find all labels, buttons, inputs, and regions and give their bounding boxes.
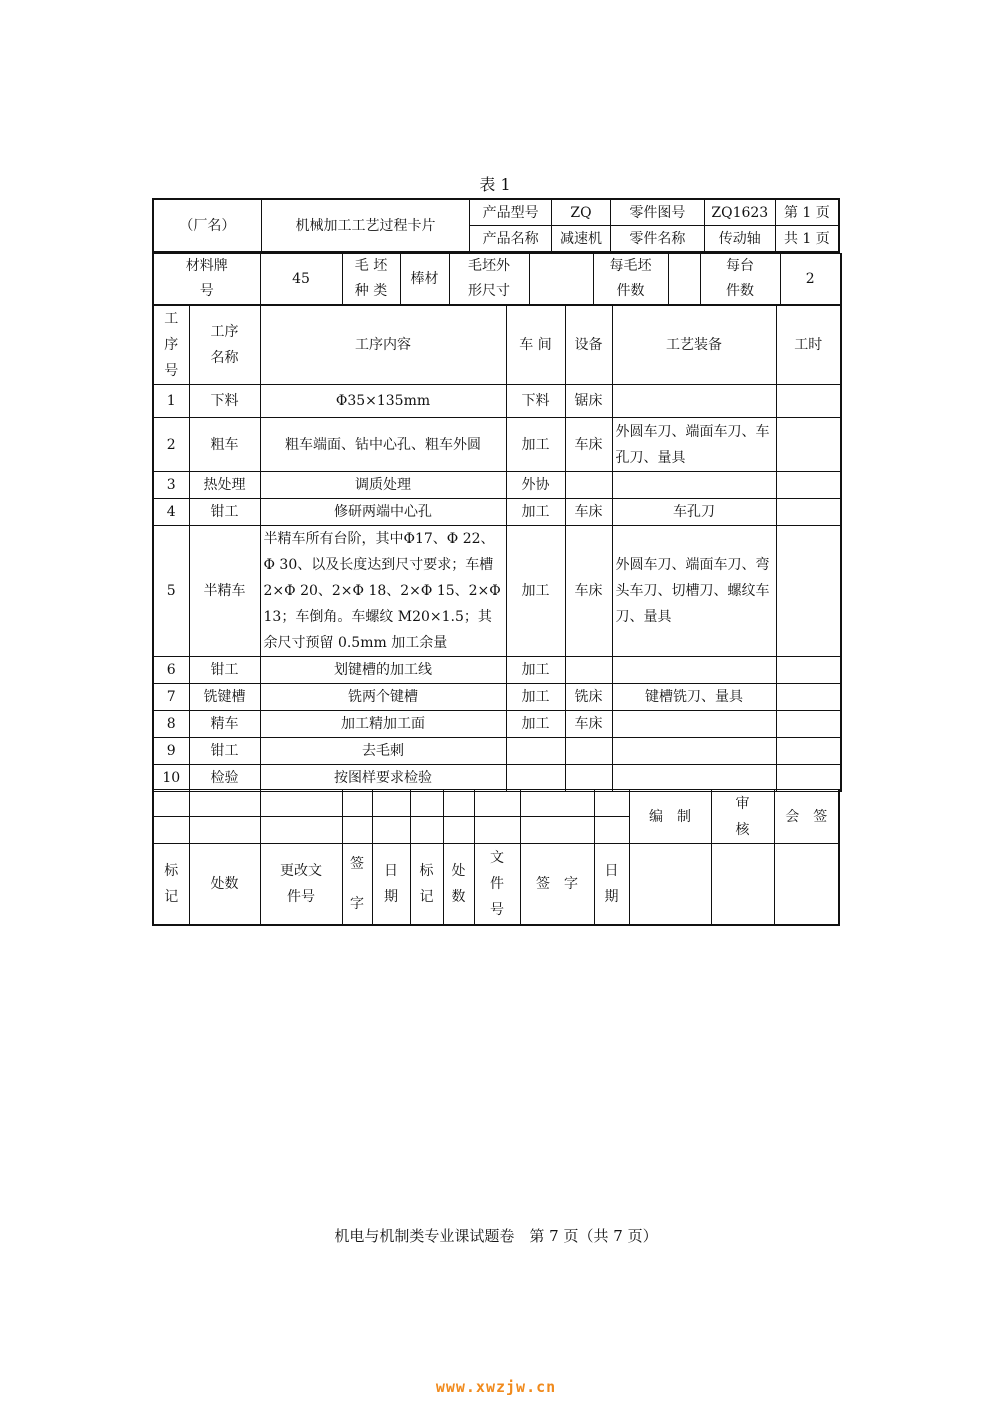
row-name: 钳工: [189, 738, 260, 765]
header-table: [152, 198, 840, 253]
blank-type: 棒材: [400, 254, 449, 305]
part-name: 传动轴: [704, 226, 775, 253]
count2-label: 处数: [443, 844, 474, 926]
row-name: 钳工: [189, 499, 260, 526]
row-tooling: 车孔刀: [612, 499, 776, 526]
row-no: 6: [153, 657, 189, 684]
mark-label: 标记: [153, 844, 189, 926]
per-blank-label: 每毛坯件数: [593, 254, 668, 305]
row-equipment: 车床: [565, 711, 612, 738]
page-footer: 机电与机制类专业课试题卷 第 7 页（共 7 页）: [334, 1227, 658, 1245]
row-tooling: [612, 738, 776, 765]
row-name: 精车: [189, 711, 260, 738]
row-equipment: 铣床: [565, 684, 612, 711]
factory-name: （厂名）: [153, 199, 261, 252]
row-content: 划键槽的加工线: [260, 657, 506, 684]
card-title: 机械加工工艺过程卡片: [261, 199, 469, 252]
table-row: [153, 765, 841, 792]
row-tooling: [612, 711, 776, 738]
row-equipment: [565, 765, 612, 792]
row-content: 加工精加工面: [260, 711, 506, 738]
blank-size: [529, 254, 593, 305]
col-header-workshop: 车 间: [506, 306, 565, 385]
material-grade-label: 材料牌号: [153, 254, 260, 305]
compiled-by-label: 编 制: [629, 790, 711, 844]
row-no: 4: [153, 499, 189, 526]
change-doc-no-label: 更改文件号: [260, 844, 342, 926]
row-workshop: 加工: [506, 499, 565, 526]
row-no: 2: [153, 418, 189, 472]
row-content: 去毛刺: [260, 738, 506, 765]
row-content: 修研两端中心孔: [260, 499, 506, 526]
row-workshop: 加工: [506, 684, 565, 711]
row-no: 1: [153, 385, 189, 418]
row-time: [776, 684, 841, 711]
row-tooling: 键槽铣刀、量具: [612, 684, 776, 711]
col-header-tooling: 工艺装备: [612, 306, 776, 385]
row-name: 铣键槽: [189, 684, 260, 711]
row-time: [776, 765, 841, 792]
row-no: 9: [153, 738, 189, 765]
row-equipment: 锯床: [565, 385, 612, 418]
product-name-label: 产品名称: [470, 226, 552, 253]
row-name: 钳工: [189, 657, 260, 684]
table-row: [153, 499, 841, 526]
row-time: [776, 738, 841, 765]
row-content: 铣两个键槽: [260, 684, 506, 711]
row-tooling: [612, 472, 776, 499]
table-row: [153, 385, 841, 418]
row-content: 调质处理: [260, 472, 506, 499]
product-model-label: 产品型号: [470, 199, 552, 226]
date2-label: 日期: [594, 844, 629, 926]
row-equipment: 车床: [565, 418, 612, 472]
row-name: 下料: [189, 385, 260, 418]
part-drawing-no: ZQ1623: [704, 199, 775, 226]
table-row: [153, 418, 841, 472]
row-no: 5: [153, 526, 189, 657]
row-workshop: [506, 765, 565, 792]
table-row: [153, 711, 841, 738]
row-tooling: 外圆车刀、端面车刀、弯头车刀、切槽刀、螺纹车刀、量具: [612, 526, 776, 657]
doc-no-label: 文件号: [474, 844, 520, 926]
date-label: 日期: [372, 844, 410, 926]
row-no: 10: [153, 765, 189, 792]
blank-type-label: 毛 坯 种 类: [342, 254, 400, 305]
row-time: [776, 526, 841, 657]
material-table: [152, 253, 842, 305]
per-blank: [668, 254, 700, 305]
row-time: [776, 499, 841, 526]
row-name: 粗车: [189, 418, 260, 472]
row-equipment: 车床: [565, 526, 612, 657]
row-content: 粗车端面、钻中心孔、粗车外圆: [260, 418, 506, 472]
product-model: ZQ: [552, 199, 611, 226]
row-equipment: [565, 738, 612, 765]
col-header-name: 工序名称: [189, 306, 260, 385]
product-name: 减速机: [552, 226, 611, 253]
row-name: 热处理: [189, 472, 260, 499]
blank-size-label: 毛坯外形尺寸: [449, 254, 529, 305]
part-name-label: 零件名称: [610, 226, 704, 253]
row-tooling: [612, 385, 776, 418]
col-header-content: 工序内容: [260, 306, 506, 385]
row-name: 半精车: [189, 526, 260, 657]
table-row: [153, 738, 841, 765]
signoff-table: [152, 789, 840, 926]
row-tooling: [612, 765, 776, 792]
per-machine-label: 每台件数: [700, 254, 780, 305]
material-grade: 45: [260, 254, 342, 305]
table-row: [153, 657, 841, 684]
row-equipment: [565, 657, 612, 684]
table-row: [153, 684, 841, 711]
row-content: Φ35×135mm: [260, 385, 506, 418]
site-watermark: www.xwzjw.cn: [435, 1378, 557, 1396]
table-row: [153, 526, 841, 657]
row-tooling: 外圆车刀、端面车刀、车孔刀、量具: [612, 418, 776, 472]
row-equipment: [565, 472, 612, 499]
page-total: 共 1 页: [775, 226, 839, 253]
row-workshop: 加工: [506, 418, 565, 472]
row-no: 7: [153, 684, 189, 711]
row-workshop: 外协: [506, 472, 565, 499]
row-workshop: [506, 738, 565, 765]
per-machine: 2: [780, 254, 841, 305]
row-no: 3: [153, 472, 189, 499]
mark2-label: 标记: [410, 844, 443, 926]
col-header-equipment: 设备: [565, 306, 612, 385]
signature-label: 签字: [342, 844, 372, 926]
page-no: 第 1 页: [775, 199, 839, 226]
row-time: [776, 711, 841, 738]
table-caption: 表 1: [479, 175, 511, 194]
countersign-label: 会 签: [774, 790, 839, 844]
row-no: 8: [153, 711, 189, 738]
row-name: 检验: [189, 765, 260, 792]
signature2-label: 签 字: [520, 844, 594, 926]
count-label: 处数: [189, 844, 260, 926]
row-workshop: 下料: [506, 385, 565, 418]
col-header-no: 工序号: [153, 306, 189, 385]
row-equipment: 车床: [565, 499, 612, 526]
reviewed-by-label: 审核: [711, 790, 774, 844]
row-time: [776, 418, 841, 472]
row-workshop: 加工: [506, 657, 565, 684]
row-content: 按图样要求检验: [260, 765, 506, 792]
row-workshop: 加工: [506, 711, 565, 738]
row-content: 半精车所有台阶，其中Φ17、Φ 22、Φ 30、以及长度达到尺寸要求；车槽 2×Φ 20、2×Φ 18、2×Φ 15、2×Φ 13；车倒角。车螺纹 M20×1.5；其余尺寸预留 0.5mm 加工余量: [260, 526, 506, 657]
row-tooling: [612, 657, 776, 684]
col-header-time: 工时: [776, 306, 841, 385]
part-drawing-no-label: 零件图号: [610, 199, 704, 226]
row-time: [776, 657, 841, 684]
row-time: [776, 472, 841, 499]
row-workshop: 加工: [506, 526, 565, 657]
process-table: [152, 305, 842, 792]
table-row: [153, 472, 841, 499]
row-time: [776, 385, 841, 418]
